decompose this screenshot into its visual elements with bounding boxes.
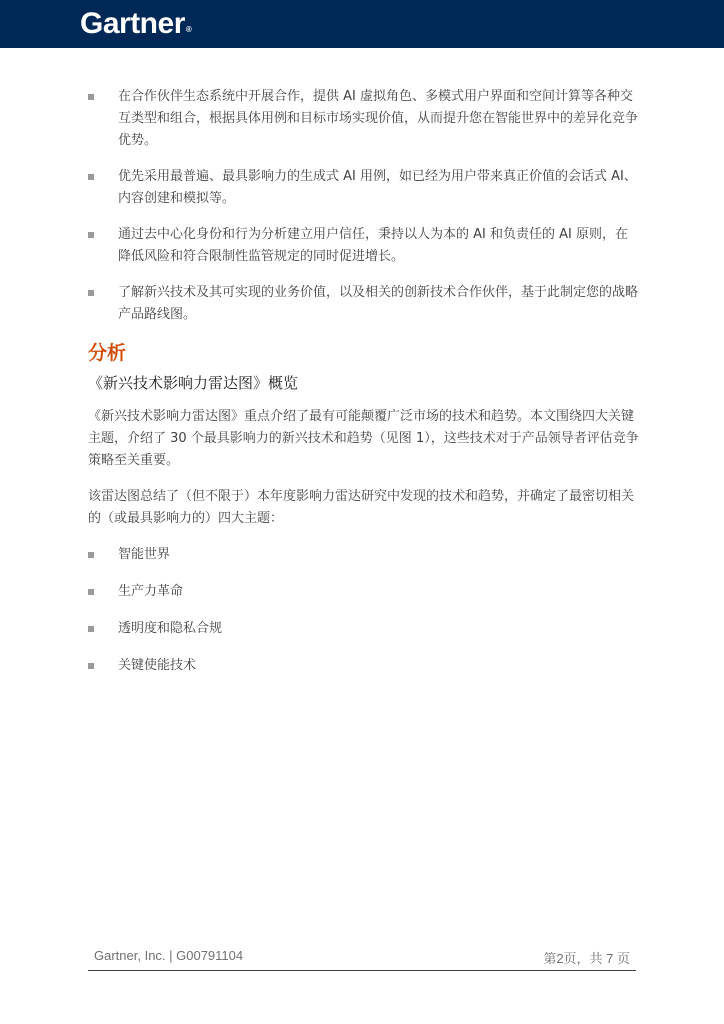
footer-document-id: Gartner, Inc. | G00791104 [94,948,244,963]
section-title: 分析 [88,342,127,364]
list-item-text: 智能世界 [118,547,171,562]
list-item [88,655,640,677]
logo-text: Gartner [80,7,185,40]
document-body [88,86,640,692]
list-item-text: 生产力革命 [118,584,184,599]
square-bullet-icon [88,94,94,100]
square-bullet-icon [88,552,94,558]
list-item-text: 关键使能技术 [118,658,197,673]
list-item [88,224,640,268]
square-bullet-icon [88,290,94,296]
list-item [88,166,640,210]
list-item [88,618,640,640]
registered-mark: ® [185,25,192,34]
list-item-text: 了解新兴技术及其可实现的业务价值，以及相关的创新技术合作伙伴，基于此制定您的战略产品路线图。 [118,285,639,322]
page-header [0,0,724,48]
recommendation-list [88,86,640,326]
list-item-text: 透明度和隐私合规 [118,621,223,636]
square-bullet-icon [88,589,94,595]
list-item [88,581,640,603]
square-bullet-icon [88,626,94,632]
list-item-text: 在合作伙伴生态系统中开展合作，提供 AI 虚拟角色、多模式用户界面和空间计算等各种交互类型和组合，根据具体用例和目标市场实现价值，从而提升您在智能世界中的差异化竞争优势。 [118,89,639,148]
page-footer [88,946,636,971]
body-paragraph: 该雷达图总结了（但不限于）本年度影响力雷达研究中发现的技术和趋势，并确定了最密切相关的（或最具影响力的）四大主题： [88,489,635,526]
list-item [88,282,640,326]
square-bullet-icon [88,663,94,669]
square-bullet-icon [88,174,94,180]
gartner-logo [80,7,191,48]
list-item-text: 通过去中心化身份和行为分析建立用户信任，秉持以人为本的 AI 和负责任的 AI 原则，在降低风险和符合限制性监管规定的同时促进增长。 [118,227,628,264]
list-item-text: 优先采用最普遍、最具影响力的生成式 AI 用例，如已经为用户带来真正价值的会话式 AI、内容创建和模拟等。 [118,169,637,206]
list-item [88,544,640,566]
list-item [88,86,640,152]
section-subtitle: 《新兴技术影响力雷达图》概览 [88,374,299,392]
theme-list [88,544,640,677]
footer-page-number: 第2页，共 7 页 [543,951,630,966]
body-paragraph: 《新兴技术影响力雷达图》重点介绍了最有可能颠覆广泛市场的技术和趋势。本文围绕四大关键主题，介绍了 30 个最具影响力的新兴技术和趋势（见图 1），这些技术对于产品领导者评估竞争策略至关重要。 [88,409,639,468]
square-bullet-icon [88,232,94,238]
